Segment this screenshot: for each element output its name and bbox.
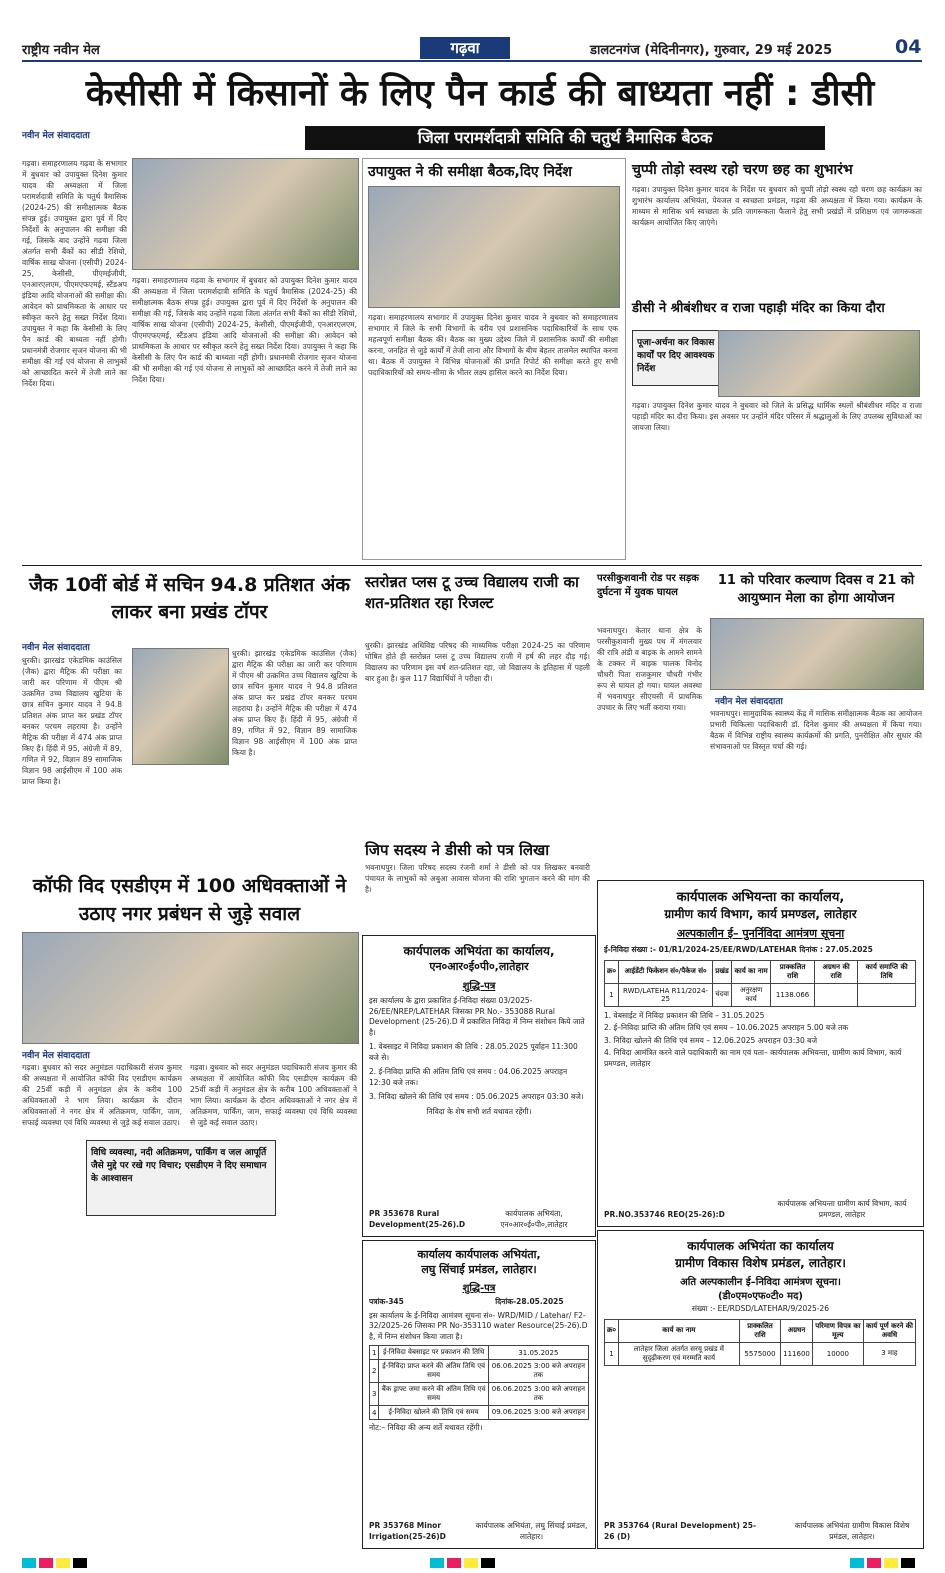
table-cell: 06.06.2025 3:00 बजे अपराहन तक — [488, 1360, 588, 1383]
rwd-sign: कार्यपालक अभियन्ता ग्रामीण कार्य विभाग, कार्य प्रमण्डल, लातेहार — [777, 1199, 907, 1219]
table-cell: 31.05.2025 — [488, 1346, 588, 1360]
nrep-item-1: 1. वेबसाइट में निविदा प्रकाशन की तिथि : 28.05.2025 पूर्वाहन 11:300 बजे से। — [369, 1042, 578, 1062]
print-color-bar — [22, 1553, 90, 1572]
coffee-body-col2: गढ़वा। बुधवार को सदर अनुमंडल पदाधिकारी संजय कुमार की अध्यक्षता में आयोजित कॉफी विद एसडीएम कार्यक्रम की 25वीं कड़ी में अनुमंडल क्षेत्र के करीब 100 अधिवक्ताओं ने भाग लिया। कार्यक्रम के दौरान अधिवक्ताओं ने नगर क्षेत्र में अतिक्रमण, पार्किंग, जाम, सफाई व्यवस्था एवं विधि व्यवस्था से जुड़े कई सवाल उठाए। — [190, 1063, 357, 1127]
rwd-note-1: 1. वेबसाईट में निविदा प्रकाशन की तिथि – 31.05.2025 — [604, 1010, 765, 1020]
minor-title1: कार्यालय कार्यपालक अभियंता, — [417, 1248, 541, 1261]
coffee-byline: नवीन मेल संवाददाता — [22, 1051, 90, 1061]
table-cell: अनुरक्षण कार्य — [731, 983, 770, 1006]
table-header-row — [605, 1319, 916, 1342]
table-header: अग्रधन की राशि — [814, 960, 857, 983]
table-header: प्राक्कलित राशि — [771, 960, 815, 983]
jac-headline: जैक 10वीं बोर्ड में सचिन 94.8 प्रतिशत अंक लाकर बना प्रखंड टॉपर — [29, 574, 350, 623]
table-cell: ई-निविदा प्राप्त करने की अंतिम तिथि एवं समय — [379, 1360, 488, 1383]
nrep-pr: PR 353678 Rural Development(25-26).D — [369, 1209, 466, 1229]
rdsd-sign: कार्यपालक अभियंता ग्रामीण विकास विशेष प्रमंडल, लातेहार। — [794, 1521, 910, 1541]
nrep-item-3: 3. निविदा खोलने की तिथि एवं समय : 05.06.2025 अपराहन 03:30 बजे। — [369, 1092, 584, 1101]
table-cell: 1 — [370, 1346, 379, 1360]
table-cell: चंदवा — [713, 983, 732, 1006]
nrep-sign: कार्यपालक अभियंता, एन०आर०ई०पी०,लातेहार — [500, 1209, 568, 1229]
table-cell: RWD/LATEHA R11/2024-25 — [619, 983, 713, 1006]
table-header: क्र० — [605, 960, 619, 983]
rwd-note-4: 4. निविदा आमंत्रित करने वाले पदाधिकारी का नाम एवं पता– कार्यपालक अभियन्ता, ग्रामीण कार्य विभाग, कार्य प्रमण्डल, लातेहार — [604, 1048, 902, 1068]
nrep-title1: कार्यपालक अभियंता का कार्यालय, — [403, 944, 555, 958]
coffee-photo — [22, 932, 359, 1044]
rwd-note-2: 2. ई–निविदा प्राप्ति की अंतिम तिथि एवं समय – 10.06.2025 अपराहन 5.00 बजे तक — [604, 1023, 849, 1032]
lead-byline: नवीन मेल संवाददाता — [22, 131, 90, 141]
jac-body: धुरकी। झारखंड एकेडमिक काउंसिल (जैक) द्वारा मैट्रिक की परीक्षा का जारी कर परिणाम में पीएम श्री उत्क्रमित उच्च विद्यालय खुटिया के छात्र सचिन कुमार यादव ने 94.8 प्रतिशत अंक प्राप्त कर प्रखंड टॉपर बनकर परचम लहराया है। उन्होंने मैट्रिक की परीक्षा में 474 अंक प्राप्त किए हैं। हिंदी में 95, अंग्रेजी में 89, गणित में 92, विज्ञान 89 सामाजिक विज्ञान 98 आईसीएम में 100 अंक प्राप्त किया है। — [22, 656, 122, 786]
table-cell: 4 — [370, 1406, 379, 1420]
jac-body-col2: धुरकी। झारखंड एकेडमिक काउंसिल (जैक) द्वारा मैट्रिक की परीक्षा का जारी कर परिणाम में पीएम श्री उत्क्रमित उच्च विद्यालय खुटिया के छात्र सचिन कुमार यादव ने 94.8 प्रतिशत अंक प्राप्त कर प्रखंड टॉपर बनकर परचम लहराया है। उन्होंने मैट्रिक की परीक्षा में 474 अंक प्राप्त किए हैं। हिंदी में 95, अंग्रेजी में 89, गणित में 92, विज्ञान 89 सामाजिक विज्ञान 98 आईसीएम में 100 अंक प्राप्त किया है। — [232, 649, 357, 757]
plus2-headline: स्तरोन्नत प्लस टू उच्च विद्यालय राजी का शत-प्रतिशत रहा रिजल्ट — [365, 573, 579, 612]
section-divider — [22, 565, 922, 566]
baba-headline: डीसी ने श्रीबंशीधर व राजा पहाड़ी मंदिर का किया दौरा — [632, 301, 885, 316]
table-header: अग्रधन — [781, 1319, 813, 1342]
table-row — [605, 1342, 916, 1365]
nrep-footer: निविदा के शेष सभी शर्त यथावत रहेंगी। — [426, 1106, 532, 1116]
table-cell — [858, 983, 916, 1006]
minor-pr: PR 353768 Minor Irrigation(25-26)D — [369, 1521, 446, 1541]
table-cell: 06.06.2025 3:00 बजे अपराहन तक — [488, 1383, 588, 1406]
jac-byline: नवीन मेल संवाददाता — [22, 643, 90, 653]
table-header: कार्य का नाम — [619, 1319, 740, 1342]
chuppi-body: गढ़वा। उपायुक्त दिनेश कुमार यादव के निर्देश पर बुधवार को चुप्पी तोड़ो स्वस्थ रहो चरण छह कार्यक्रम का शुभारंभ कार्यालय अभियंता, पेयजल व स्वच्छता प्रमंडल, गढ़वा की अध्यक्षता में किया गया। कार्यक्रम के माध्यम से मासिक धर्म स्वच्छता के प्रति जागरूकता फैलाने हेतु सभी प्रखंडों में प्रशिक्षण एवं जागरूकता कार्यक्रम आयोजित किए जाएंगे। — [632, 185, 922, 227]
lead-photo — [132, 158, 359, 270]
table-cell: 3 — [370, 1383, 379, 1406]
lead-body-col2: गढ़वा। समाहरणालय गढ़वा के सभागार में बुधवार को उपायुक्त दिनेश कुमार यादव की अध्यक्षता में जिला परामर्शदात्री समिति के चतुर्थ त्रैमासिक (2024-25) की समीक्षात्मक बैठक संपन्न हुई। उपायुक्त द्वारा पूर्व में दिए निर्देशों के अनुपालन की समीक्षा की गई, जिसके बाद उन्होंने गढ़वा जिला अंतर्गत सभी बैंकों का सीडी रेशियो, वार्षिक साख योजना (एसीपी) 2024-25, केसीसी, पीएमईजीपी, एनआरएलएम, पीएमएफएमई, स्टैंडअप इंडिया आदि योजनाओं की समीक्षा की। आवेदन को प्राथमिकता के आधार पर स्वीकृत करने हेतु सख्त निर्देश दिया। उपायुक्त ने कहा कि केसीसी के लिए पैन कार्ड की बाध्यता नहीं होगी। प्रधानमंत्री रोजगार सृजन योजना की भी समीक्षा की गई एवं योजना से लाभुकों को आच्छादित करने में तेजी लाने का निर्देश दिया। — [132, 276, 357, 384]
nrep-intro: इस कार्यालय के द्वारा प्रकाशित ई-निविदा संख्या 03/2025-26/EE/NREP/LATEHAR जिसका PR No.- 353088 Rural Development (25-26).D में प्रकाशित निविदा में निम्न संशोधन किये जाते है। — [369, 996, 585, 1037]
table-cell: 1138.066 — [771, 983, 815, 1006]
section-tag: गढ़वा — [420, 37, 510, 59]
minor-table — [369, 1345, 589, 1420]
table-header: प्रखंड — [713, 960, 732, 983]
family-photo — [710, 618, 924, 690]
table-header: प्राक्कलित राशि — [739, 1319, 780, 1342]
family-byline: नवीन मेल संवाददाता — [715, 697, 783, 707]
minor-sign: कार्यपालक अभियंता, लघु सिंचाई प्रमंडल, लातेहार। — [475, 1521, 588, 1541]
table-header: कार्य पूर्ण करने की अवधि — [863, 1319, 915, 1342]
table-header: परिमाण विपत्र का मूल्य — [812, 1319, 863, 1342]
rwd-note-3: 3. निविदा खोलने की तिथि एवं समय – 12.06.2025 अपराहन 03:30 बजे — [604, 1035, 818, 1045]
table-cell: 10000 — [812, 1342, 863, 1365]
table-cell: लातेहार जिला अंतर्गत सरयू प्रखंड में सुदृढ़ीकरण एवं मरम्मति कार्य — [619, 1342, 740, 1365]
accident-headline: परसीकुशवानी रोड पर सड़क दुर्घटना में युवक घायल — [597, 573, 699, 598]
table-cell — [814, 983, 857, 1006]
accident-body: भवनाथपुर। केतार थाना क्षेत्र के परसीकुशवानी मुख्य पथ में मंगलवार की रात्रि अंडी व बाइक के आमने सामने के टक्कर में बाइक चालक विनोद चौधरी पिता राजकुमार चौधरी गंभीर रूप से घायल हो गया। घायल अवस्था में भवनाथपुर सीएचसी में प्राथमिक उपचार के लिए भर्ती कराया गया। — [597, 626, 702, 712]
rwd-table — [604, 960, 916, 1007]
rwd-sub: अल्पकालीन ई– पुनर्निविदा आमंत्रण सूचना — [676, 927, 845, 940]
minor-notice — [362, 1240, 596, 1549]
family-headline: 11 को परिवार कल्याण दिवस व 21 को आयुष्मान मेला का होगा आयोजन — [717, 573, 915, 606]
family-body: भवनाथपुर। सामुदायिक स्वास्थ्य केंद्र में मासिक समीक्षात्मक बैठक का आयोजन प्रभारी चिकित्सा पदाधिकारी डॉ. दिनेश कुमार की अध्यक्षता में किया गया। बैठक में विभिन्न राष्ट्रीय स्वास्थ्य कार्यक्रमों की प्रगति, पुनरीक्षित और सुधार की संभावनाओं पर विस्तृत चर्चा की गई। — [710, 709, 922, 751]
nrep-title2: एन०आर०ई०पी०,लातेहार — [429, 960, 529, 973]
plus2-body: धुरकी। झारखंड अधिविद्य परिषद की माध्यमिक परीक्षा 2024-25 का परिणाम घोषित होते ही स्तरोन्नत प्लस टू उच्च विद्यालय राजी में हर्ष की लहर दौड़ गई। विद्यालय का परिणाम इस वर्ष शत-प्रतिशत रहा, जो विद्यालय के इतिहास में पहली बार हुआ है। कुल 117 विद्यार्थियों ने परीक्षा दी। — [365, 641, 590, 683]
chuppi-headline: चुप्पी तोड़ो स्वस्थ रहो चरण छह का शुभारंभ — [632, 162, 853, 178]
minor-title2: लघु सिंचाई प्रमंडल, लातेहार। — [421, 1263, 537, 1276]
rdsd-ref: संख्या :- EE/RDSD/LATEHAR/9/2025-26 — [691, 1304, 830, 1313]
table-header: कार्य का नाम — [731, 960, 770, 983]
newspaper-name: राष्ट्रीय नवीन मेल — [22, 43, 100, 58]
minor-ref: पत्रांक-345 दिनांक-28.05.2025 — [369, 1297, 564, 1306]
rdsd-notice — [597, 1230, 924, 1549]
baba-pullquote: पूजा-अर्चना कर विकास कार्यों पर दिए आवश्यक निर्देश — [632, 330, 722, 386]
lead-subhead: जिला परामर्शदात्री समिति की चतुर्थ त्रैमासिक बैठक — [305, 126, 825, 150]
jip-body: भवनाथपुर। जिला परिषद सदस्य रंजनी शर्मा ने डीसी को पत्र लिखकर बनवारी पंचायत के लाभुकों को अबुआ आवास योजना की राशि भुगतान करने की मांग की है। — [365, 863, 590, 894]
rdsd-table — [604, 1319, 916, 1366]
table-row — [370, 1383, 589, 1406]
table-cell: 111600 — [781, 1342, 813, 1365]
table-cell: बैंक ड्राफ्ट जमा करने की अंतिम तिथि एवं समय — [379, 1383, 488, 1406]
coffee-pullquote: विधि व्यवस्था, नदी अतिक्रमण, पार्किंग व जल आपूर्ति जैसे मुद्दे पर रखे गए विचार; एसडीएम ने दिए समाधान के आश्वासन — [86, 1140, 276, 1216]
rwd-ref: ई-निविदा संख्या :- 01/R1/2024-25/EE/RWD/LATEHAR दिनांक : 27.05.2025 — [604, 945, 873, 954]
review-photo — [368, 186, 620, 308]
nrep-notice — [362, 935, 596, 1237]
page-number: 04 — [895, 36, 922, 58]
table-row — [605, 983, 916, 1006]
table-header: क्र० — [605, 1319, 619, 1342]
jac-photo — [132, 648, 229, 765]
rdsd-title1: कार्यपालक अभियंता का कार्यालय — [687, 1239, 834, 1253]
dateline: डालटनगंज (मेदिनीनगर), गुरुवार, 29 मई 2025 — [590, 43, 833, 58]
print-color-bar-center — [430, 1553, 498, 1572]
table-cell: 1 — [605, 983, 619, 1006]
table-cell: 5575000 — [739, 1342, 780, 1365]
minor-sub: शुद्धि-पत्र — [462, 1283, 496, 1294]
table-row — [370, 1346, 589, 1360]
table-cell: 3 माह — [863, 1342, 915, 1365]
rwd-pr: PR.NO.353746 REO(25-26):D — [604, 1209, 725, 1219]
coffee-body: गढ़वा। बुधवार को सदर अनुमंडल पदाधिकारी संजय कुमार की अध्यक्षता में आयोजित कॉफी विद एसडीएम कार्यक्रम की 25वीं कड़ी में अनुमंडल क्षेत्र के करीब 100 अधिवक्ताओं ने भाग लिया। कार्यक्रम के दौरान अधिवक्ताओं ने नगर क्षेत्र में अतिक्रमण, पार्किंग, जाम, सफाई व्यवस्था एवं विधि व्यवस्था से जुड़े कई सवाल उठाए। — [22, 1063, 182, 1127]
nrep-sub: शुद्धि-पत्र — [462, 981, 496, 992]
jip-headline: जिप सदस्य ने डीसी को पत्र लिखा — [365, 841, 550, 859]
rwd-notice — [597, 880, 924, 1227]
lead-body-col1: गढ़वा। समाहरणालय गढ़वा के सभागार में बुधवार को उपायुक्त दिनेश कुमार यादव की अध्यक्षता में जिला परामर्शदात्री समिति के चतुर्थ त्रैमासिक (2024-25) की समीक्षात्मक बैठक संपन्न हुई। उपायुक्त द्वारा पूर्व में दिए निर्देशों के अनुपालन की समीक्षा की गई, जिसके बाद उन्होंने गढ़वा जिला अंतर्गत सभी बैंकों का सीडी रेशियो, वार्षिक साख योजना (एसीपी) 2024-25, केसीसी, पीएमईजीपी, एनआरएलएम, पीएमएफएमई, स्टैंडअप इंडिया आदि योजनाओं की समीक्षा की। आवेदन को प्राथमिकता के आधार पर स्वीकृत करने हेतु सख्त निर्देश दिया। उपायुक्त ने कहा कि केसीसी के लिए पैन कार्ड की बाध्यता नहीं होगी। प्रधानमंत्री रोजगार सृजन योजना की भी समीक्षा की गई एवं योजना से लाभुकों को आच्छादित करने में तेजी लाने का निर्देश दिया। — [22, 159, 127, 388]
table-header-row — [605, 960, 916, 983]
table-row — [370, 1360, 589, 1383]
table-cell: ई-निविदा वेबसाइट पर प्रकाशन की तिथि — [379, 1346, 488, 1360]
rdsd-title2: ग्रामीण विकास विशेष प्रमंडल, लातेहार। — [675, 1256, 846, 1270]
lead-headline: केसीसी में किसानों के लिए पैन कार्ड की बाध्यता नहीं : डीसी — [85, 73, 875, 114]
rwd-title2: ग्रामीण कार्य विभाग, कार्य प्रमण्डल, लातेहार — [664, 907, 857, 921]
baba-body: गढ़वा। उपायुक्त दिनेश कुमार यादव ने बुधवार को जिले के प्रसिद्ध धार्मिक स्थलों श्रीबंशीधर मंदिर व राजा पहाड़ी मंदिर का दौरा किया। इस अवसर पर उन्होंने मंदिर परिसर में श्रद्धालुओं के लिए उपलब्ध सुविधाओं का जायजा लिया। — [632, 401, 922, 432]
table-header: कार्य समाप्ति की तिथि — [858, 960, 916, 983]
rdsd-sub: अति अल्पकालीन ई–निविदा आमंत्रण सूचना। — [680, 1277, 841, 1288]
rdsd-pr: PR 353764 (Rural Development) 25-26 (D) — [604, 1521, 757, 1541]
table-header: आईडेंटी फिकेशन सं०/पैकेज सं० — [619, 960, 713, 983]
table-cell: ई-निविदा खोलने की तिथि एवं समय — [379, 1406, 488, 1420]
minor-intro: इस कार्यालय के ई-निविदा आमंत्रण सूचना सं०- WRD/MID / Latehar/ F2-32/2025-26 जिसका PR No-353110 water Resource(25-26).D है, में निम्न संशोधन किया जाता है। — [369, 1310, 588, 1341]
minor-footer: नोट:– निविदा की अन्य शर्ते यथावत रहेंगी। — [369, 1423, 483, 1432]
baba-photo — [718, 330, 920, 397]
print-color-bar-right — [850, 1553, 918, 1572]
rdsd-sub2: (डी०एम०एफ०टी० मद) — [717, 1291, 804, 1302]
nrep-item-2: 2. ई-निविदा प्राप्ति की अंतिम तिथि एवं समय : 04.06.2025 अपराहन 12:30 बजे तक। — [369, 1067, 568, 1087]
table-cell: 1 — [605, 1342, 619, 1365]
table-row — [370, 1406, 589, 1420]
review-body: गढ़वा। समाहरणालय सभागार में उपायुक्त दिनेश कुमार यादव ने बुधवार को समाहरणालय सभागार में जिले के सभी विभागों के वरीय एवं प्रशासनिक पदाधिकारियों के साथ एक महत्वपूर्ण समीक्षा बैठक की। बैठक का मुख्य उद्देश्य जिले में प्रशासनिक कार्यों की समीक्षा करना, जनहित से जुड़े कार्यों में तेजी लाना और विभागों के बीच बेहतर तालमेल स्थापित करना था। बैठक में उपायुक्त ने विभिन्न योजनाओं की प्रगति रिपोर्ट की समीक्षा करते हुए सभी पदाधिकारियों को समय-सीमा के भीतर लक्ष्य हासिल करने का निर्देश दिया। — [368, 313, 618, 377]
coffee-headline: कॉफी विद एसडीएम में 100 अधिवक्ताओं ने उठाए नगर प्रबंधन से जुड़े सवाल — [32, 875, 347, 925]
table-cell: 2 — [370, 1360, 379, 1383]
review-headline: उपायुक्त ने की समीक्षा बैठक,दिए निर्देश — [368, 164, 572, 180]
table-cell: 09.06.2025 3:00 बजे अपराहन — [488, 1406, 588, 1420]
rwd-title1: कार्यपालक अभियन्ता का कार्यालय, — [676, 890, 845, 905]
